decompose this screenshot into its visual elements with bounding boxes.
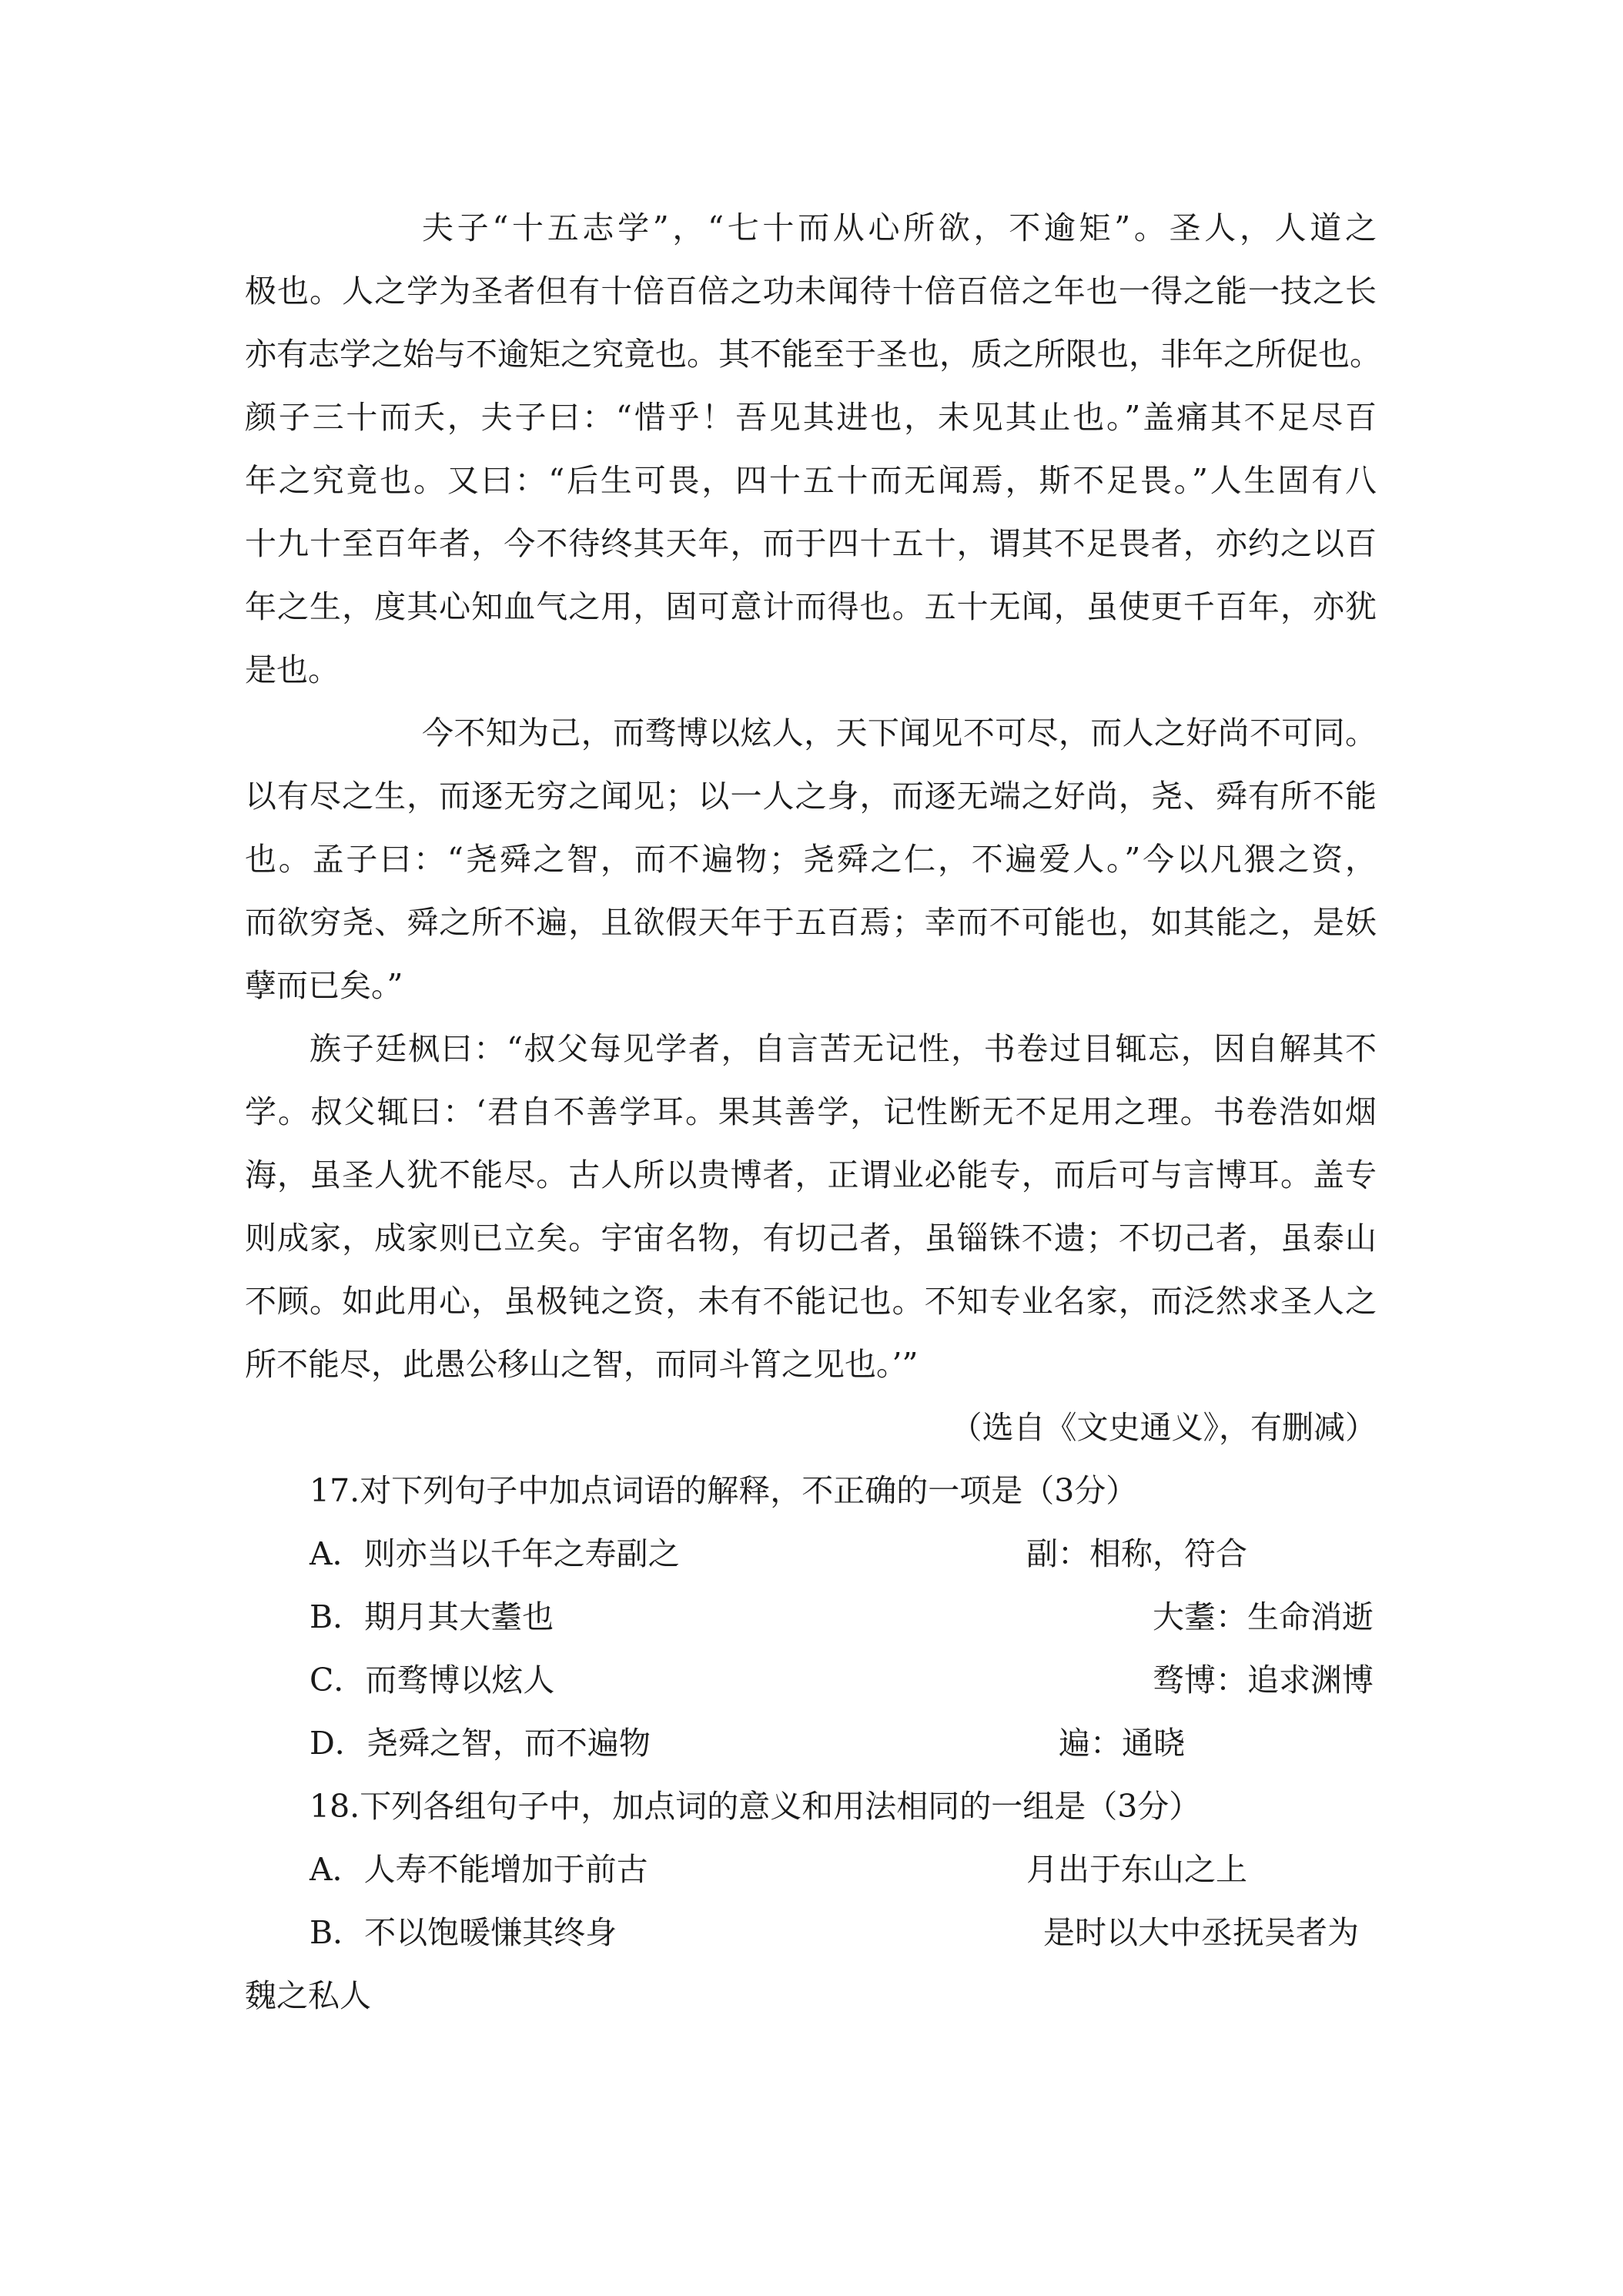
- passage-line: 年之究竟也。又曰：“后生可畏，四十五十而无闻焉，斯不足畏。”人生固有八: [245, 462, 1377, 499]
- passage-line: 年之生，度其心知血气之用，固可意计而得也。五十无闻，虽使更千百年，亦犹: [245, 588, 1377, 625]
- passage-line: 今不知为己，而骛博以炫人，天下闻见不可尽，而人之好尚不可同。: [422, 715, 1377, 751]
- passage-line: 族子廷枫曰：“叔父每见学者，自言苦无记性，书卷过目辄忘，因自解其不: [310, 1030, 1377, 1067]
- q18-option-b-continuation: 魏之私人: [245, 1977, 371, 2014]
- passage-line: 十九十至百年者，今不待终其天年，而于四十五十，谓其不足畏者，亦约之以百: [245, 525, 1377, 562]
- passage-line: 孽而已矣。”: [245, 967, 403, 1004]
- question-18-stem: 18.下列各组句子中，加点词的意义和用法相同的一组是（3分）: [310, 1788, 1201, 1825]
- passage-line: 夫子“十五志学”，“七十而从心所欲，不逾矩”。圣人，人道之: [422, 209, 1377, 246]
- q17-option-c-gloss: 骛博：追求渊博: [1153, 1662, 1374, 1699]
- passage-line: 是也。: [245, 651, 340, 688]
- q17-option-d-gloss: 遍：通晓: [1059, 1725, 1185, 1762]
- q18-option-b: B．不以饱暖慊其终身: [310, 1914, 617, 1951]
- passage-line: 极也。人之学为圣者但有十倍百倍之功未闻待十倍百倍之年也一得之能一技之长: [245, 273, 1377, 310]
- passage-line: 不顾。如此用心，虽极钝之资，未有不能记也。不知专业名家，而泛然求圣人之: [245, 1283, 1377, 1320]
- q18-option-a-pair: 月出于东山之上: [1026, 1851, 1247, 1888]
- q17-option-b-gloss: 大耋：生命消逝: [1153, 1598, 1374, 1635]
- q17-option-a: A．则亦当以千年之寿副之: [310, 1535, 680, 1572]
- q18-option-a: A．人寿不能增加于前古: [310, 1851, 648, 1888]
- passage-line: 亦有志学之始与不逾矩之究竟也。其不能至于圣也，质之所限也，非年之所促也。: [245, 336, 1381, 373]
- q17-option-c: C．而骛博以炫人: [310, 1662, 555, 1699]
- question-17-stem: 17.对下列句子中加点词语的解释，不正确的一项是（3分）: [310, 1472, 1138, 1509]
- q17-option-d: D．尧舜之智，而不遍物: [310, 1725, 651, 1762]
- passage-line: 以有尽之生，而逐无穷之闻见；以一人之身，而逐无端之好尚，尧、舜有所不能: [245, 778, 1377, 815]
- passage-line: 海，虽圣人犹不能尽。古人所以贵博者，正谓业必能专，而后可与言博耳。盖专: [245, 1156, 1377, 1193]
- q17-option-a-gloss: 副：相称，符合: [1026, 1535, 1247, 1572]
- passage-line: 则成家，成家则已立矣。宇宙名物，有切己者，虽锱铢不遗；不切己者，虽泰山: [245, 1220, 1377, 1257]
- passage-line: 而欲穷尧、舜之所不遍，且欲假天年于五百焉；幸而不可能也，如其能之，是妖: [245, 904, 1377, 941]
- q17-option-b: B．期月其大耋也: [310, 1598, 554, 1635]
- passage-line: 所不能尽，此愚公移山之智，而同斗筲之见也。’”: [245, 1346, 919, 1383]
- passage-line: 也。孟子曰：“尧舜之智，而不遍物；尧舜之仁，不遍爱人。”今以凡猥之资，: [245, 841, 1377, 878]
- passage-line: 学。叔父辄曰：‘君自不善学耳。果其善学，记性断无不足用之理。书卷浩如烟: [245, 1093, 1377, 1130]
- passage-line: 颜子三十而夭，夫子曰：“惜乎！吾见其进也，未见其止也。”盖痛其不足尽百: [245, 399, 1377, 436]
- source-citation: （选自《文史通义》，有删减）: [950, 1409, 1377, 1446]
- q18-option-b-pair: 是时以大中丞抚吴者为: [1043, 1914, 1359, 1951]
